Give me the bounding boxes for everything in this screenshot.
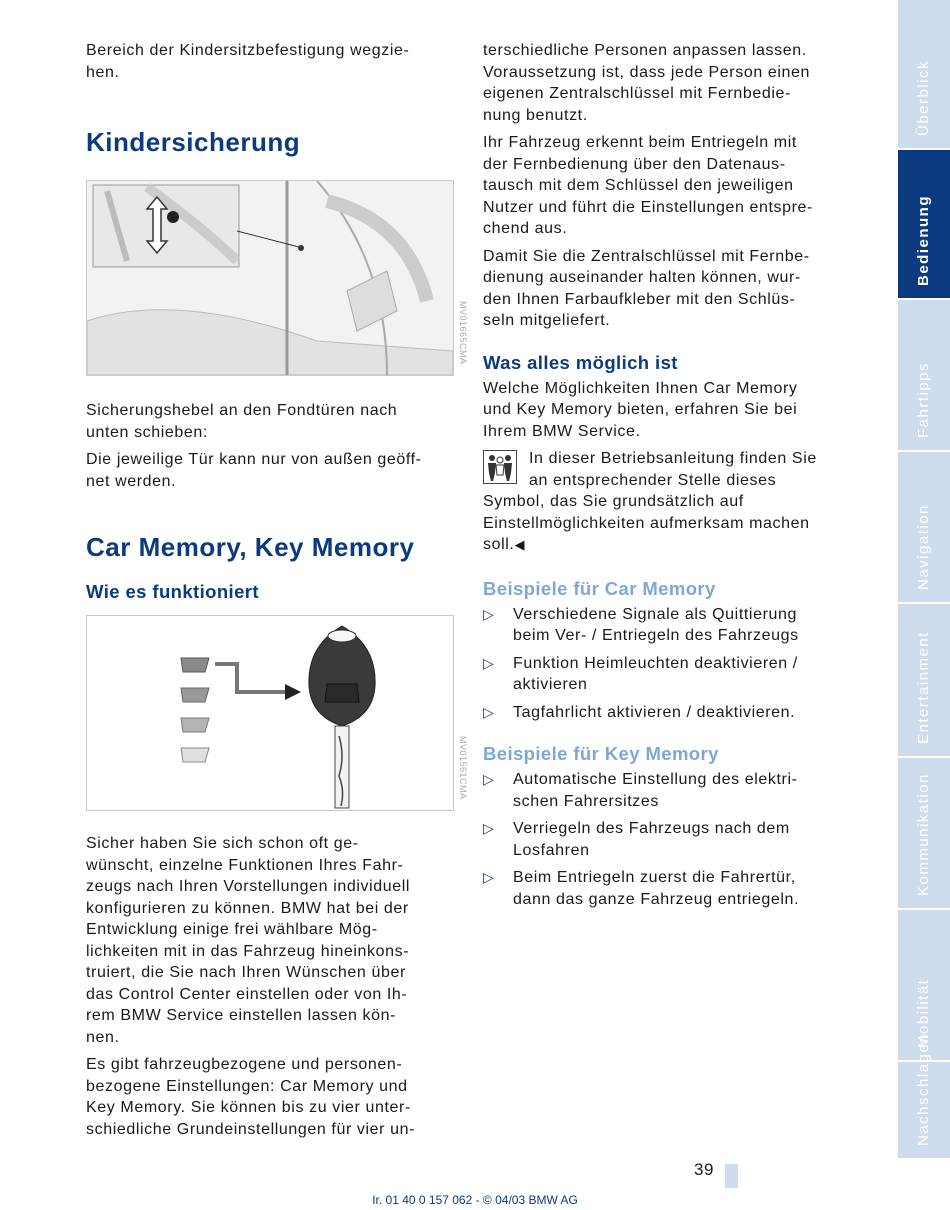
memory-person-icon bbox=[483, 450, 517, 484]
tab-navigation[interactable]: Navigation bbox=[898, 452, 950, 604]
paragraph-sicher-haben: Sicher haben Sie sich schon oft ge- wünscht, einzelne Funktionen Ihres Fahr- zeugs nach Ihren Vorstellungen individuell konfigurieren zu können. BMW hat bei der Entwicklung einige frei wählbare Mög- lichkeiten mit in das Fahrzeug hineinkons- truiert, die Sie nach Ihren Wünschen über das Control Center einstellen oder von Ih- rem BMW Service einstellen lassen kön- nen. bbox=[86, 835, 411, 1046]
list-item: ▷ Beim Entriegeln zuerst die Fahrertür, dann das ganze Fahrzeug entriegeln. bbox=[483, 869, 800, 908]
tab-kommunikation[interactable]: Kommunikation bbox=[898, 758, 950, 910]
list-item: ▷ Funktion Heimleuchten deaktivieren / aktivieren bbox=[483, 654, 798, 693]
tab-ueberblick[interactable]: Überblick bbox=[898, 0, 950, 150]
heading-wie-es-funktioniert: Wie es funktioniert bbox=[86, 581, 259, 602]
list-item: ▷ Automatische Einstellung des elektri- schen Fahrersitzes bbox=[483, 771, 798, 810]
figure-code: MV01665CMA bbox=[458, 301, 468, 365]
note-block bbox=[483, 448, 853, 556]
tab-fahrtipps[interactable]: Fahrtipps bbox=[898, 300, 950, 452]
page-number: 39 bbox=[694, 1160, 714, 1179]
bullet-icon: ▷ bbox=[483, 771, 495, 787]
list-item: ▷ Verriegeln des Fahrzeugs nach dem Losfahren bbox=[483, 820, 790, 859]
left-column bbox=[86, 40, 468, 1146]
list-item: ▷ Tagfahrlicht aktivieren / deaktivieren. bbox=[483, 702, 853, 724]
footer-text: Ir. 01 40 0 157 062 - © 04/03 BMW AG bbox=[372, 1193, 578, 1207]
bullet-icon: ▷ bbox=[483, 654, 495, 671]
key-memory-list bbox=[483, 769, 853, 910]
paragraph-damit: Damit Sie die Zentralschlüssel mit Fernbe- dienung auseinander halten können, wur- den Ihnen Farbaufkleber mit den Schlüs- seln mitgeliefert. bbox=[483, 247, 810, 329]
right-column bbox=[483, 40, 853, 916]
bullet-icon: ▷ bbox=[483, 820, 495, 836]
heading-car-memory: Car Memory, Key Memory bbox=[86, 532, 415, 562]
end-mark-icon: ◀ bbox=[514, 537, 526, 552]
tab-entertainment[interactable]: Entertainment bbox=[898, 604, 950, 758]
figure-child-lock bbox=[86, 180, 468, 376]
intro-paragraph: Bereich der Kindersitzbefestigung wegzie- hen. bbox=[86, 42, 410, 81]
figure-code: MV01561CMA bbox=[458, 736, 468, 800]
paragraph-tuer: Die jeweilige Tür kann nur von außen geöff- net werden. bbox=[86, 451, 422, 490]
paragraph-continued: terschiedliche Personen anpassen lassen. Voraussetzung ist, dass jede Person einen eigenen Zentralschlüssel mit Fernbedie- nung benutzt. bbox=[483, 42, 811, 124]
paragraph-es-gibt: Es gibt fahrzeugbezogene und personen- bezogene Einstellungen: Car Memory und Key Memory. Sie können bis zu vier unter- schiedliche Grundeinstellungen für vier un- bbox=[86, 1056, 416, 1138]
tab-mobilitaet[interactable]: Mobilität bbox=[898, 910, 950, 1062]
figure-key-memory bbox=[86, 615, 468, 811]
list-item: ▷ Verschiedene Signale als Quittierung beim Ver- / Entriegeln des Fahrzeugs bbox=[483, 605, 799, 644]
page-marker bbox=[725, 1164, 738, 1188]
bullet-icon: ▷ bbox=[483, 869, 495, 885]
heading-was-alles: Was alles möglich ist bbox=[483, 351, 678, 373]
car-memory-list bbox=[483, 604, 853, 724]
heading-beispiele-key: Beispiele für Key Memory bbox=[483, 743, 719, 764]
child-lock-illustration bbox=[87, 181, 453, 375]
note-text-rest: Symbol, das Sie grundsätzlich auf Einstellmöglichkeiten aufmerksam machen soll.◀ bbox=[483, 493, 810, 553]
tab-nachschlagen[interactable]: Nachschlagen bbox=[898, 1062, 950, 1160]
paragraph-erkennt: Ihr Fahrzeug erkennt beim Entriegeln mit der Fernbedienung über den Datenaus- tausch mit dem Schlüssel den jeweiligen Nutzer und führt die Einstellungen entspre- chend aus. bbox=[483, 134, 813, 237]
note-text-top: In dieser Betriebsanleitung finden Sie an entsprechender Stelle dieses bbox=[529, 450, 817, 489]
paragraph-sicherungshebel: Sicherungshebel an den Fondtüren nach unten schieben: bbox=[86, 402, 398, 441]
chapter-tabs bbox=[898, 0, 950, 1160]
key-memory-illustration bbox=[87, 616, 453, 810]
heading-beispiele-car: Beispiele für Car Memory bbox=[483, 577, 716, 599]
bullet-icon: ▷ bbox=[483, 605, 495, 622]
tab-bedienung[interactable]: Bedienung bbox=[898, 150, 950, 300]
paragraph-welche: Welche Möglichkeiten Ihnen Car Memory und Key Memory bieten, erfahren Sie bei Ihrem BMW Service. bbox=[483, 379, 798, 440]
heading-kindersicherung: Kindersicherung bbox=[86, 127, 301, 157]
bullet-icon: ▷ bbox=[483, 703, 495, 720]
